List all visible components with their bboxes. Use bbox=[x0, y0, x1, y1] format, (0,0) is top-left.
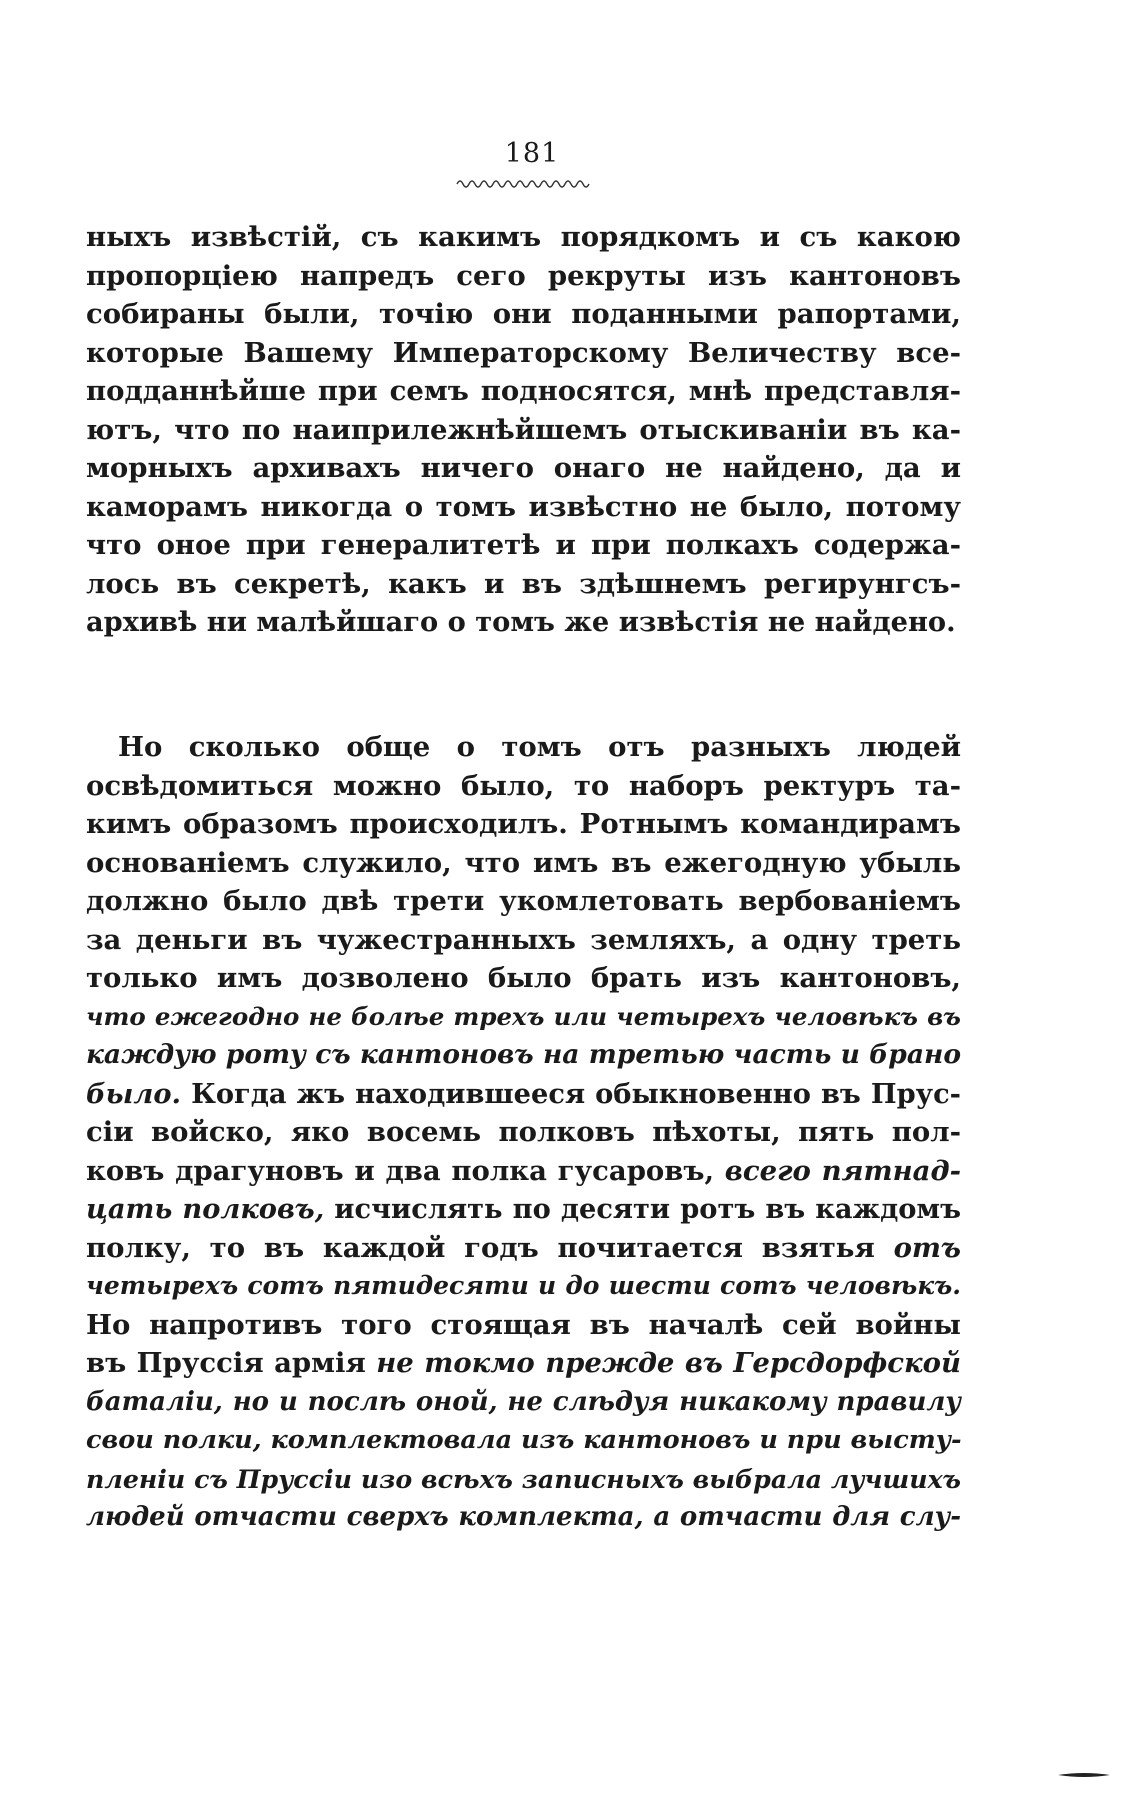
text-segment: что оное при генералитетѣ и при полкахъ содержа- bbox=[86, 529, 961, 561]
italic-text-segment: свои полки, комплектовала изъ кантоновъ и при высту- bbox=[86, 1425, 962, 1455]
text-segment: освѣдомиться можно было, то наборъ ректуръ та- bbox=[86, 769, 961, 802]
text-segment: пропорціею напредъ сего рекруты изъ кантоновъ bbox=[86, 259, 961, 292]
text-segment: которые Вашему Императорскому Величеству все- bbox=[86, 336, 961, 369]
italic-text-segment: людей отчасти сверхъ комплекта, а отчасти для слу- bbox=[86, 1502, 961, 1532]
text-line bbox=[86, 882, 961, 921]
text-segment: сіи войско, яко восемь полковъ пѣхоты, пять пол- bbox=[86, 1116, 961, 1148]
text-segment: ковъ драгуновъ и два полка гусаровъ, bbox=[86, 1154, 725, 1187]
text-segment: только имъ дозволено было брать изъ кантоновъ, bbox=[86, 962, 961, 994]
text-line bbox=[86, 334, 961, 373]
text-line bbox=[86, 1383, 961, 1422]
paragraph-1 bbox=[86, 218, 961, 642]
text-line bbox=[86, 1306, 961, 1345]
text-line bbox=[86, 921, 961, 960]
text-segment: лось въ секретѣ, какъ и въ здѣшнемъ регирунгсъ- bbox=[86, 567, 961, 600]
text-line bbox=[86, 1190, 961, 1229]
italic-text-segment: отъ bbox=[893, 1231, 961, 1264]
text-segment: основаніемъ служило, что имъ въ ежегодную убыль bbox=[86, 846, 961, 879]
text-line bbox=[86, 998, 961, 1037]
italic-text-segment: баталіи, но и послѣ оной, не слѣдуя никакому правилу bbox=[86, 1386, 961, 1417]
text-segment: въ Пруссія армія bbox=[86, 1347, 377, 1379]
text-line bbox=[86, 844, 961, 883]
text-segment: ютъ, что по наиприлежнѣйшемъ отыскиваніи въ ка- bbox=[86, 413, 961, 446]
text-segment: полку, то въ каждой годъ почитается взятья bbox=[86, 1231, 894, 1264]
text-segment: Но напротивъ того стоящая въ началѣ сей войны bbox=[86, 1308, 961, 1341]
text-segment: за деньги въ чужестранныхъ земляхъ, а одну треть bbox=[86, 923, 961, 956]
text-segment: собираны были, точію они поданными рапортами, bbox=[86, 298, 961, 330]
text-segment: архивѣ ни малѣйшаго о томъ же извѣстія не найдено. bbox=[86, 606, 956, 638]
text-segment: Когда жъ находившееся обыкновенно въ Прус- bbox=[181, 1077, 961, 1110]
text-segment: подданнѣйше при семъ подносятся, мнѣ представля- bbox=[86, 375, 961, 407]
text-line bbox=[86, 959, 961, 998]
page-edge-mark bbox=[1058, 1772, 1110, 1778]
text-line bbox=[86, 1421, 961, 1460]
italic-text-segment: было. bbox=[86, 1077, 182, 1110]
text-line bbox=[86, 1498, 961, 1537]
italic-text-segment: пленіи съ Пруссіи изо всѣхъ записныхъ выбрала лучшихъ bbox=[86, 1463, 961, 1494]
italic-text-segment: что ежегодно не болѣе трехъ или четырехъ человѣкъ въ bbox=[86, 1001, 961, 1031]
text-line bbox=[86, 1267, 961, 1306]
text-line bbox=[86, 218, 961, 257]
text-line bbox=[86, 295, 961, 334]
text-line bbox=[86, 1075, 961, 1114]
text-segment: морныхъ архивахъ ничего онаго не найдено, да и bbox=[86, 452, 961, 484]
italic-text-segment: четырехъ сотъ пятидесяти и до шести сотъ человѣкъ. bbox=[86, 1271, 961, 1300]
text-line bbox=[86, 1113, 961, 1152]
text-segment: ныхъ извѣстій, съ какимъ порядкомъ и съ какою bbox=[86, 221, 961, 253]
paragraph-2 bbox=[86, 728, 961, 1537]
text-segment: исчислять по десяти ротъ въ каждомъ bbox=[324, 1193, 961, 1225]
italic-text-segment: всего пятнад- bbox=[724, 1154, 961, 1187]
text-line bbox=[86, 449, 961, 488]
italic-text-segment: не токмо прежде въ Герсдорфской bbox=[376, 1347, 961, 1379]
text-line bbox=[86, 1229, 961, 1268]
text-line bbox=[86, 411, 961, 450]
text-line bbox=[86, 565, 961, 604]
text-line bbox=[86, 805, 961, 844]
italic-text-segment: цать полковъ, bbox=[86, 1193, 325, 1225]
text-segment: каморамъ никогда о томъ извѣстно не было, потому bbox=[86, 490, 961, 523]
text-line bbox=[86, 526, 961, 565]
text-line bbox=[86, 767, 961, 806]
text-line bbox=[86, 1152, 961, 1191]
text-segment: должно было двѣ трети укомлетовать вербованіемъ bbox=[86, 885, 961, 917]
page-number: 181 bbox=[504, 138, 560, 169]
wavy-rule-ornament bbox=[455, 174, 595, 190]
text-segment: кимъ образомъ происходилъ. Ротнымъ командирамъ bbox=[86, 808, 961, 840]
italic-text-segment: каждую роту съ кантоновъ на третью часть и брано bbox=[86, 1039, 961, 1070]
text-line bbox=[86, 1344, 961, 1383]
text-line bbox=[86, 488, 961, 527]
text-line bbox=[86, 728, 961, 767]
text-line bbox=[86, 603, 961, 642]
text-line bbox=[86, 1036, 961, 1075]
text-segment: Но сколько обще о томъ отъ разныхъ людей bbox=[118, 731, 961, 763]
text-line bbox=[86, 257, 961, 296]
text-line bbox=[86, 1460, 961, 1499]
text-line bbox=[86, 372, 961, 411]
